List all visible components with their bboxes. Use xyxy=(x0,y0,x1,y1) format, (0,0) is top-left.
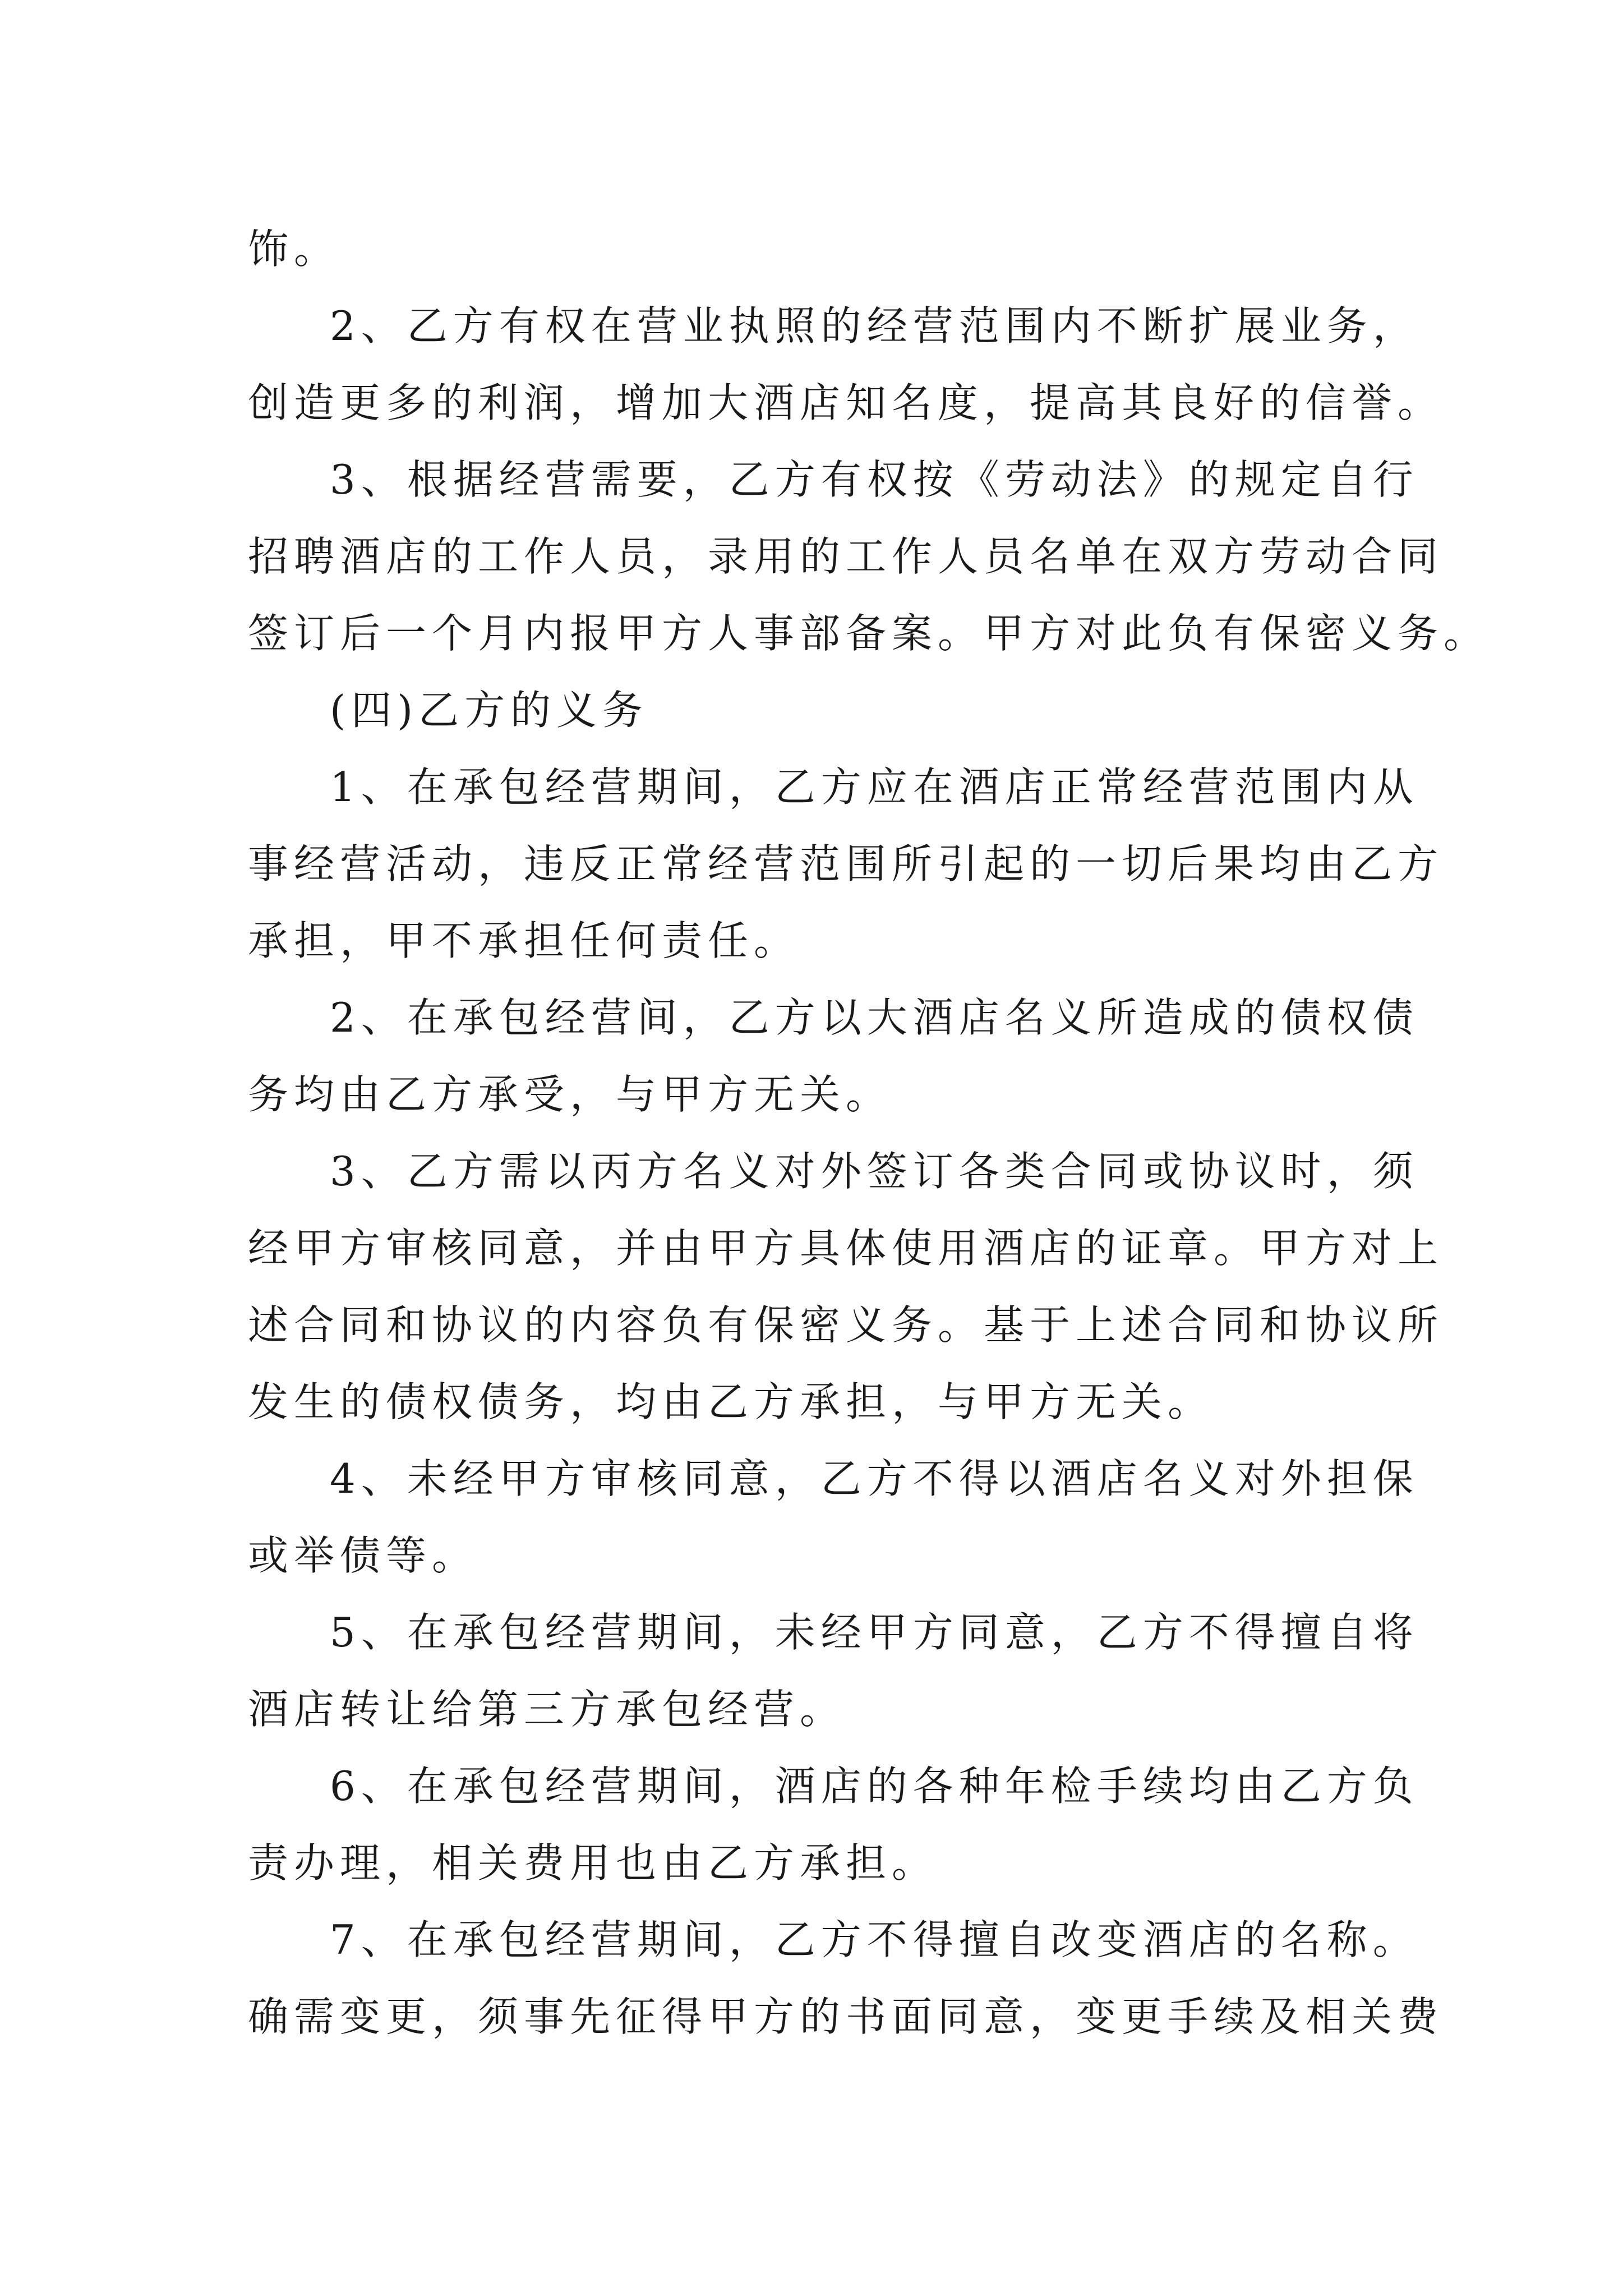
text-line: 务均由乙方承受，与甲方无关。 xyxy=(248,1071,892,1118)
text-line: 发生的债权债务，均由乙方承担，与甲方无关。 xyxy=(248,1378,1214,1425)
text-line: 酒店转让给第三方承包经营。 xyxy=(248,1686,846,1733)
text-line: 饰。 xyxy=(248,226,340,273)
text-line: 创造更多的利润，增加大酒店知名度，提高其良好的信誉。 xyxy=(248,379,1444,426)
text-line: 承担，甲不承担任何责任。 xyxy=(248,917,800,964)
text-line: 3、根据经营需要，乙方有权按《劳动法》的规定自行 xyxy=(330,456,1419,503)
text-line: 或举债等。 xyxy=(248,1532,478,1579)
section-heading: (四)乙方的义务 xyxy=(330,687,649,734)
text-line: 述合同和协议的内容负有保密义务。基于上述合同和协议所 xyxy=(248,1301,1444,1349)
text-line: 6、在承包经营期间，酒店的各种年检手续均由乙方负 xyxy=(330,1763,1419,1810)
text-line: 5、在承包经营期间，未经甲方同意，乙方不得擅自将 xyxy=(330,1609,1419,1656)
text-line: 1、在承包经营期间，乙方应在酒店正常经营范围内从 xyxy=(330,763,1419,811)
text-line: 经甲方审核同意，并由甲方具体使用酒店的证章。甲方对上 xyxy=(248,1225,1444,1272)
text-line: 事经营活动，违反正常经营范围所引起的一切后果均由乙方 xyxy=(248,840,1444,887)
text-line: 签订后一个月内报甲方人事部备案。甲方对此负有保密义务。 xyxy=(248,610,1490,657)
text-line: 2、在承包经营间，乙方以大酒店名义所造成的债权债 xyxy=(330,994,1419,1041)
text-line: 确需变更，须事先征得甲方的书面同意，变更手续及相关费 xyxy=(248,1993,1444,2040)
document-page xyxy=(248,211,1490,2055)
text-line: 招聘酒店的工作人员，录用的工作人员名单在双方劳动合同 xyxy=(248,533,1444,580)
text-line: 3、乙方需以丙方名义对外签订各类合同或协议时，须 xyxy=(330,1148,1419,1195)
text-line: 7、在承包经营期间，乙方不得擅自改变酒店的名称。 xyxy=(330,1916,1419,1963)
text-line: 2、乙方有权在营业执照的经营范围内不断扩展业务， xyxy=(330,302,1419,349)
text-line: 责办理，相关费用也由乙方承担。 xyxy=(248,1839,938,1887)
text-line: 4、未经甲方审核同意，乙方不得以酒店名义对外担保 xyxy=(330,1455,1419,1502)
